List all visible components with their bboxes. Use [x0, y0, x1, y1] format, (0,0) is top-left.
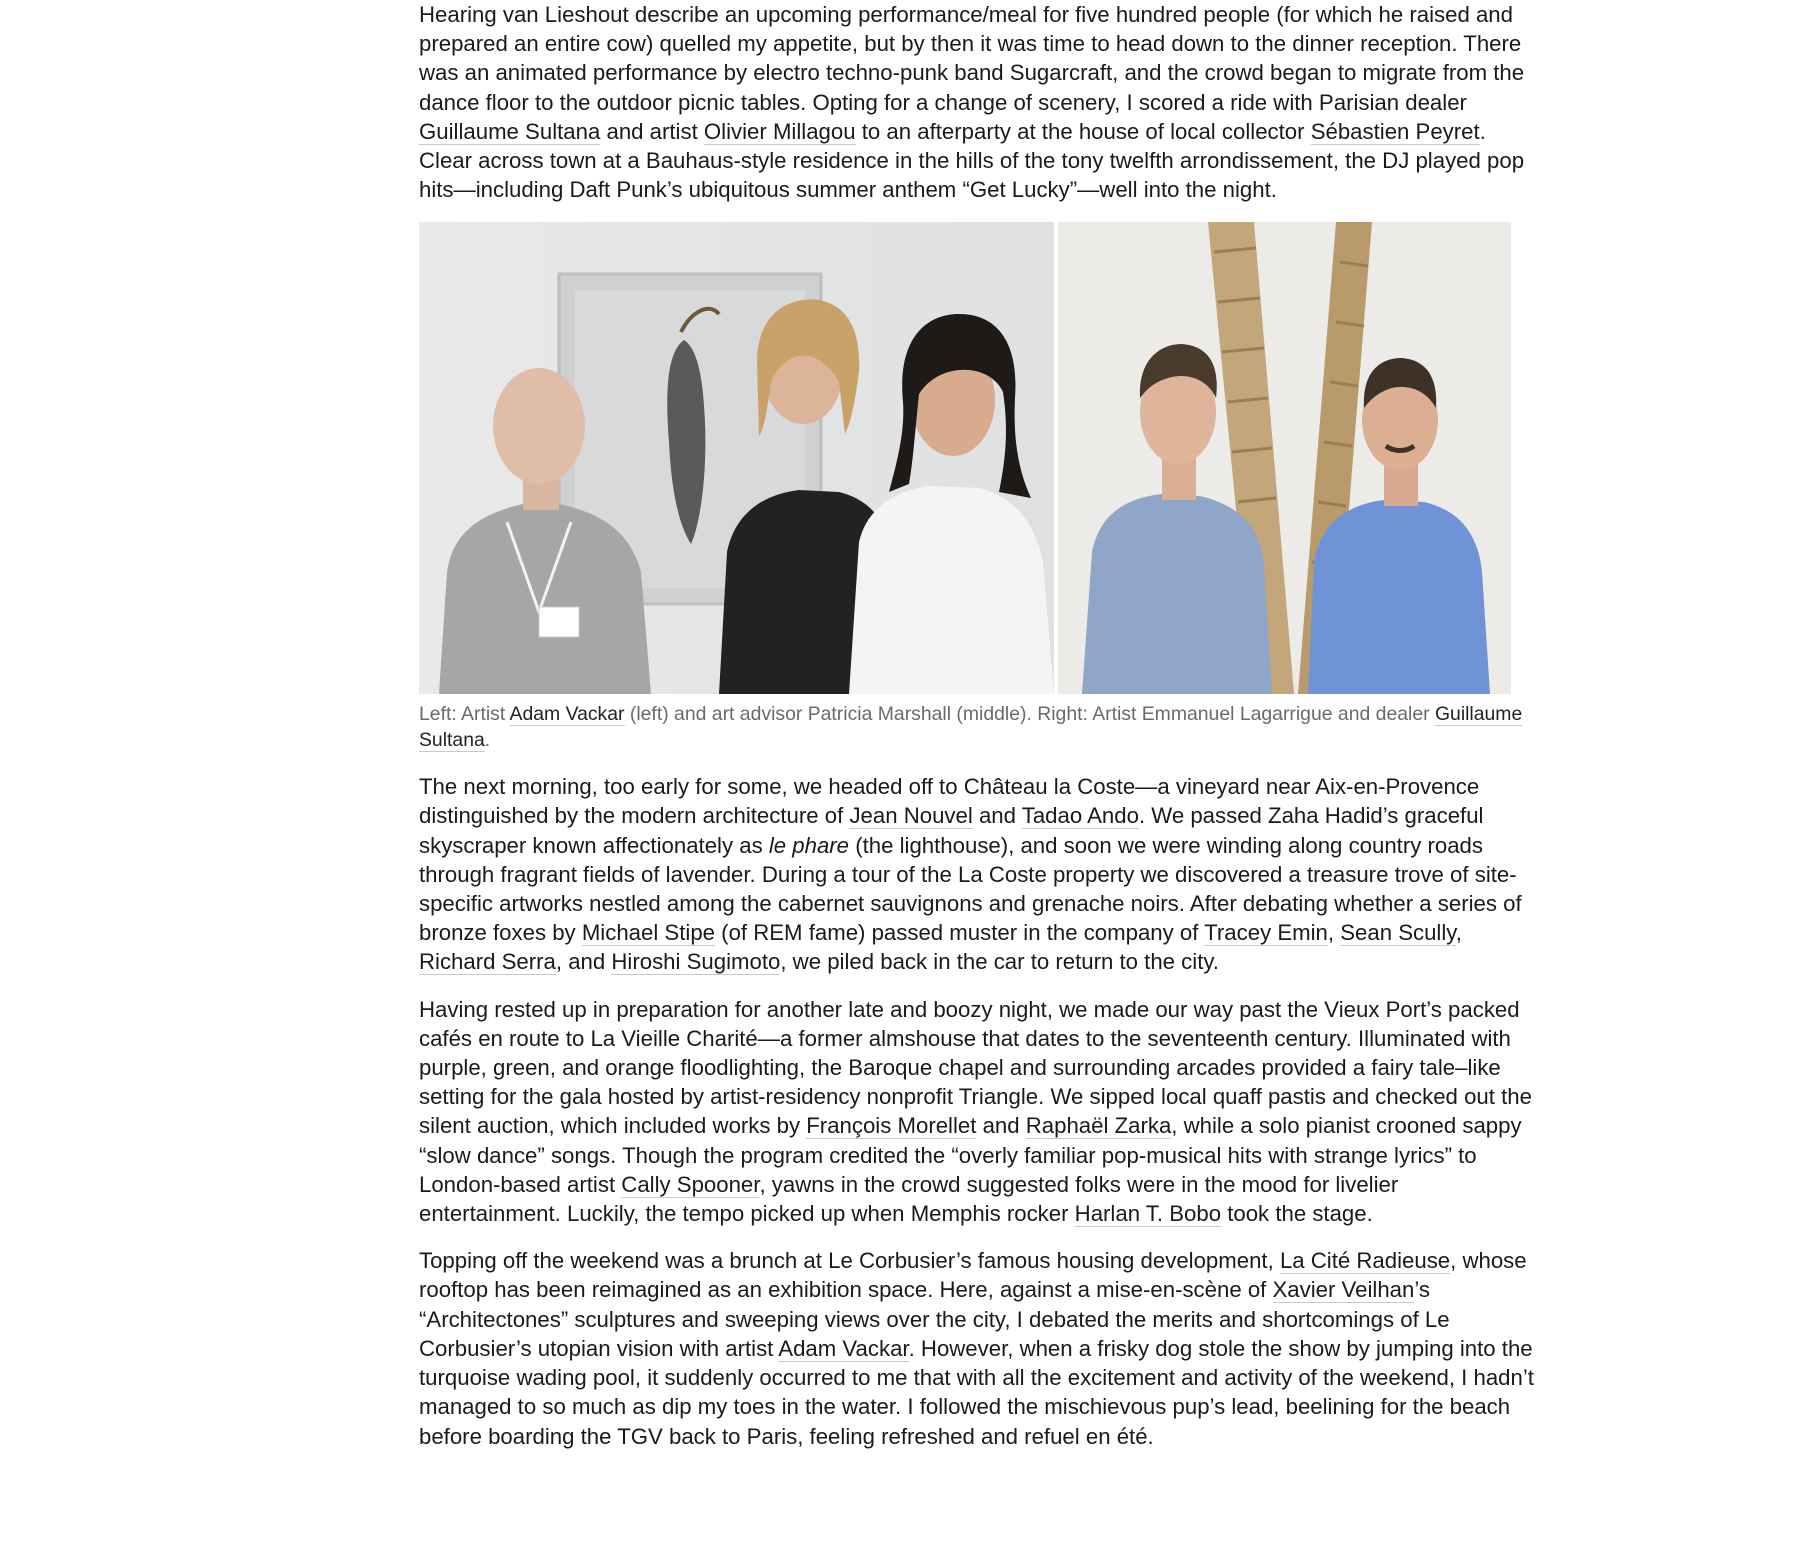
- link-hiroshi-sugimoto[interactable]: Hiroshi Sugimoto: [611, 949, 781, 975]
- link-tadao-ando[interactable]: Tadao Ando: [1021, 803, 1139, 829]
- photo-caption: [419, 702, 1539, 753]
- link-cally-spooner[interactable]: Cally Spooner: [621, 1171, 760, 1197]
- text-run: to an afterparty at the house of local collector: [855, 118, 1311, 144]
- article-paragraph-4: [419, 1246, 1539, 1450]
- article-paragraph-1: [419, 0, 1539, 204]
- text-run: (the lighthouse), and soon we were winding along country roads through fragrant fields of lavender. During a tour of the La Coste property we discovered a treasure trove of site-specific artworks nestled among the cabernet sauvignons and grenache noirs. After debating whether a series of bronze foxes by: [419, 832, 1522, 946]
- text-run: ,: [1327, 920, 1341, 946]
- link-guillaume-sultana-caption[interactable]: Guillaume Sultana: [419, 703, 1523, 751]
- text-run: , we piled back in the car to return to the city.: [780, 949, 1219, 975]
- text-run: Having rested up in preparation for another late and boozy night, we made our way past the Vieux Port’s packed cafés en route to La Vieille Charité—a former almshouse that dates to the seventeenth century. Illuminated with purple, green, and orange floodlighting, the Baroque chapel and surrounding arcades provided a fairy tale–like setting for the gala hosted by artist-residency nonprofit Triangle. We sipped local quaff pastis and checked out the silent auction, which included works by: [419, 996, 1532, 1139]
- text-run: , whose rooftop has been reimagined as an exhibition space. Here, against a mise-en-scène of: [419, 1248, 1527, 1303]
- article-body: [419, 0, 1539, 1469]
- text-run: . Clear across town at a Bauhaus-style residence in the hills of the tony twelfth arrondissement, the DJ played pop hits—including Daft Punk’s ubiquitous summer anthem “Get Lucky”—well into the night.: [419, 118, 1525, 203]
- text-run: and: [976, 1113, 1026, 1139]
- link-michael-stipe[interactable]: Michael Stipe: [581, 920, 716, 946]
- link-harlan-t-bobo[interactable]: Harlan T. Bobo: [1074, 1201, 1222, 1227]
- link-sean-scully[interactable]: Sean Scully: [1340, 920, 1456, 946]
- text-run: and: [972, 803, 1022, 829]
- article-paragraph-2: [419, 772, 1539, 976]
- text-run: , while a solo pianist crooned sappy “slow dance” songs. Though the program credited the “overly familiar pop-musical hits with strange lyrics” to London-based artist: [419, 1113, 1522, 1197]
- text-run: (of REM fame) passed muster in the company of: [715, 920, 1205, 946]
- text-run: Hearing van Lieshout describe an upcoming performance/meal for five hundred people (for which he raised and prepared an entire cow) quelled my appetite, but by then it was time to head down to the dinner reception. There was an animated performance by electro techno-punk band Sugarcraft, and the crowd began to migrate from the dance floor to the outdoor picnic tables. Opting for a change of scenery, I scored a ride with Parisian dealer: [419, 2, 1525, 115]
- link-sebastien-peyret[interactable]: Sébastien Peyret: [1310, 118, 1480, 144]
- article-paragraph-3: [419, 995, 1539, 1229]
- italic-term: le phare: [768, 832, 850, 858]
- link-francois-morellet[interactable]: François Morellet: [806, 1113, 977, 1139]
- link-xavier-veilhan[interactable]: Xavier Veilhan: [1272, 1277, 1415, 1303]
- photo-right: [1058, 222, 1511, 694]
- text-run: Topping off the weekend was a brunch at Le Corbusier’s famous housing development,: [419, 1248, 1280, 1274]
- link-raphael-zarka[interactable]: Raphaël Zarka: [1025, 1113, 1172, 1139]
- link-la-cite-radieuse[interactable]: La Cité Radieuse: [1279, 1248, 1451, 1274]
- text-run: . However, when a frisky dog stole the show by jumping into the turquoise wading pool, it suddenly occurred to me that with all the excitement and activity of the weekend, I hadn’t managed to so much as dip my toes in the water. I followed the mischievous pup’s lead, beelining for the beach before boarding the TGV back to Paris, feeling refreshed and refuel en été.: [419, 1335, 1534, 1449]
- text-run: ’s “Architectones” sculptures and sweeping views over the city, I debated the merits and shortcomings of Le Corbusier’s utopian vision with artist: [419, 1277, 1450, 1361]
- photo-figure: [419, 222, 1539, 694]
- link-adam-vackar[interactable]: Adam Vackar: [778, 1335, 909, 1361]
- link-tracey-emin[interactable]: Tracey Emin: [1204, 920, 1328, 946]
- photo-left: [419, 222, 1054, 694]
- text-run: The next morning, too early for some, we headed off to Château la Coste—a vineyard near Aix-en-Provence distinguished by the modern architecture of: [419, 774, 1480, 829]
- link-olivier-millagou[interactable]: Olivier Millagou: [703, 118, 856, 144]
- link-richard-serra[interactable]: Richard Serra: [419, 949, 556, 975]
- text-run: .: [484, 728, 491, 751]
- photo-left-image: [419, 222, 1054, 694]
- text-run: , yawns in the crowd suggested folks were in the mood for livelier entertainment. Luckily, the tempo picked up when Memphis rocker: [419, 1171, 1399, 1227]
- text-run: . We passed Zaha Hadid’s graceful skyscraper known affectionately as: [419, 803, 1484, 858]
- link-adam-vackar-caption[interactable]: Adam Vackar: [509, 703, 625, 726]
- photo-right-image: [1058, 222, 1511, 694]
- text-run: , and: [555, 949, 612, 975]
- link-guillaume-sultana[interactable]: Guillaume Sultana: [419, 118, 601, 144]
- text-run: Left: Artist: [419, 703, 510, 726]
- link-jean-nouvel[interactable]: Jean Nouvel: [849, 803, 973, 829]
- text-run: ,: [1455, 920, 1462, 946]
- text-run: (left) and art advisor Patricia Marshall (middle). Right: Artist Emmanuel Lagarrigue and dealer: [624, 703, 1435, 726]
- text-run: took the stage.: [1221, 1201, 1373, 1227]
- text-run: and artist: [600, 118, 704, 144]
